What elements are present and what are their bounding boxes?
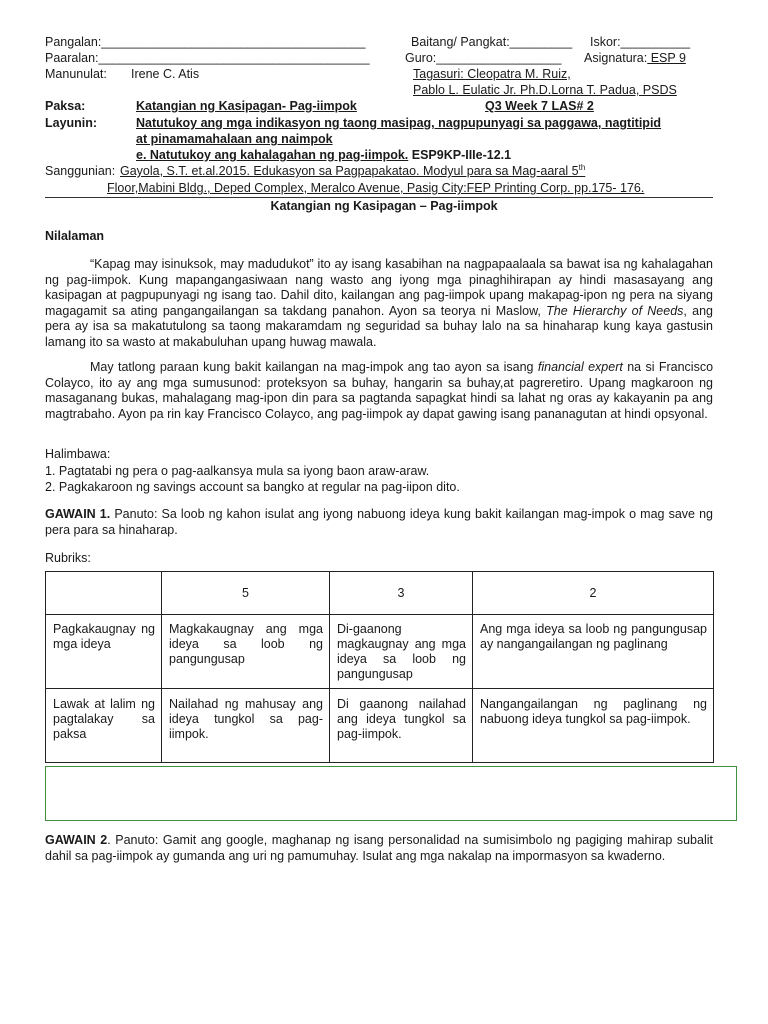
sanggunian-label: Sanggunian: — [45, 164, 116, 178]
rubric-cell: Nailahad ng mahusay ang ideya tungkol sa pag-iimpok. — [162, 689, 330, 763]
rubric-header-cell: 3 — [330, 572, 473, 615]
paragraph-2-italic: financial expert — [537, 360, 623, 374]
layunin-e — [136, 148, 511, 163]
rubric-row — [46, 689, 714, 763]
rubric-cell: Nangangailangan ng paglinang ng nabuong ideya tungkol sa pag-iimpok. — [473, 689, 714, 763]
rubric-header-cell: 5 — [162, 572, 330, 615]
gawain-2-text: . Panuto: Gamit ang google, maghanap ng isang personalidad na sumisimbolo ng pagiging mahirap subalit dahil sa pag-iimpok ay gumanda ang uri ng pamumuhay. Isulat ang mga nakalap na impormasyon sa kwaderno. — [45, 833, 713, 863]
gawain-1 — [45, 507, 713, 538]
paksa-value: Katangian ng Kasipagan- Pag-iimpok — [136, 99, 357, 113]
header-divider — [45, 197, 713, 198]
las-code: Q3 Week 7 LAS# 2 — [485, 99, 594, 113]
rubric-criterion-cell: Pagkakaugnay ng mga ideya — [46, 615, 162, 689]
paragraph-2 — [45, 360, 713, 422]
paragraph-1 — [45, 257, 713, 350]
layunin-e-text: e. Natutukoy ang kahalagahan ng pag-iimpok. — [136, 148, 409, 162]
paksa-label: Paksa: — [45, 99, 86, 113]
paragraph-1-text-b: , ang pera ay isa sa makatutulong sa taong makaramdam ng seguridad sa buhay lalo na sa hinaharap kung kaya gastusin lamang ito sa wasto at makabuluhan upang huwag mawala. — [45, 303, 713, 349]
nilalaman-heading: Nilalaman — [45, 229, 105, 243]
tagasuri-line-2: Pablo L. Eulatic Jr. Ph.D.Lorna T. Padua, PSDS — [413, 83, 677, 97]
manunulat-value: Irene C. Atis — [131, 67, 200, 81]
paragraph-1-italic: The Hierarchy of Needs — [546, 303, 684, 318]
layunin-line-2: at pinamamahalaan ang naimpok — [136, 132, 333, 146]
paragraph-1-text-a: “Kapag may isinuksok, may madudukot” ito ay isang kasabihan na nagpapaalaala sa bawat isa ng kahalagahan ng pag-iimpok. Kung mapangangasiwaan nang wasto ang iyong mga pinaghihirapan ay hindi masasayang ang kasipagan at pagpupunyagi ng isang tao. Dahil dito, kailangan ang pag-iimpok upang makapag-ipon ng pera na siyang magagamit sa ating pangangailangan sa takdang panahon. Ayon sa teorya ni Maslow, — [45, 257, 713, 318]
halimbawa-heading: Halimbawa: — [45, 447, 111, 461]
asignatura-label: Asignatura: — [584, 51, 648, 65]
paaralan-field: Paaralan:_______________________________________ — [45, 51, 370, 65]
sanggunian-text-2a: Floor,Mabini Bldg., Deped Complex, Meralco Avenue, Pasig City:FEP Printing Corp. pp.175- — [107, 181, 620, 195]
iskor-field: Iskor:__________ — [590, 35, 691, 49]
rubric-cell: Di gaanong nailahad ang ideya tungkol sa pag-iimpok. — [330, 689, 473, 763]
halimbawa-item-1: 1. Pagtatabi ng pera o pag-aalkansya mula sa iyong baon araw-araw. — [45, 464, 430, 478]
rubric-criterion-cell: Lawak at lalim ng pagtalakay sa paksa — [46, 689, 162, 763]
paragraph-2-text-a: May tatlong paraan kung bakit kailangan na mag-impok ang tao ayon sa isang — [90, 360, 538, 374]
sanggunian-superscript: th — [578, 162, 586, 172]
answer-box[interactable] — [45, 766, 737, 821]
gawain-2-label: GAWAIN 2 — [45, 833, 108, 847]
manunulat-label: Manunulat: — [45, 67, 107, 81]
rubric-header-cell: 2 — [473, 572, 714, 615]
baitang-field: Baitang/ Pangkat:_________ — [411, 35, 573, 49]
rubric-cell: Di-gaanong magkaugnay ang mga ideya sa loob ng pangungusap — [330, 615, 473, 689]
rubric-table — [45, 571, 714, 763]
asignatura-field — [584, 51, 686, 66]
rubric-header-row — [46, 572, 714, 615]
layunin-code: ESP9KP-IIIe-12.1 — [408, 148, 512, 162]
asignatura-value: ESP 9 — [647, 51, 686, 65]
rubric-cell: Magkakaugnay ang mga ideya sa loob ng pangungusap — [162, 615, 330, 689]
pangalan-field: Pangalan:______________________________________ — [45, 35, 366, 49]
gawain-1-text: Panuto: Sa loob ng kahon isulat ang iyong nabuong ideya kung bakit kailangan mag-impok o mag save ng pera para sa hinaharap. — [45, 507, 713, 537]
tagasuri-line-1: Tagasuri: Cleopatra M. Ruiz, — [413, 67, 571, 81]
guro-field: Guro:__________________ — [405, 51, 562, 65]
rubric-row — [46, 615, 714, 689]
gawain-1-label: GAWAIN 1. — [45, 507, 111, 521]
layunin-line-1: Natutukoy ang mga indikasyon ng taong masipag, nagpupunyagi sa paggawa, nagtitipid — [136, 116, 662, 130]
rubric-header-cell — [46, 572, 162, 615]
sanggunian-text-2b: 176. — [620, 181, 645, 195]
page-title: Katangian ng Kasipagan – Pag-iimpok — [270, 199, 498, 213]
halimbawa-item-2: 2. Pagkakaroon ng savings account sa bangko at regular na pag-iipon dito. — [45, 480, 460, 494]
gawain-2 — [45, 833, 713, 864]
paragraph-2-text-b: na si Francisco Colayco, ito ay ang mga sumusunod: proteksyon sa buhay, hangarin sa buhay,at pagreretiro. Upang magkaroon ng masaganang bukas, mahalagang mag-ipon din para sa pagtanda sapagkat hindi sa lahat ng oras ay kakayanin pa ang magtrabaho. Ayon pa rin kay Francisco Colayco, ang pag-iimpok ay dapat gawing isang pananagutan at hindi opsyonal. — [45, 360, 714, 421]
layunin-label: Layunin: — [45, 116, 98, 130]
sanggunian-line-1 — [120, 164, 585, 179]
rubric-cell: Ang mga ideya sa loob ng pangungusap ay nangangailangan ng paglinang — [473, 615, 714, 689]
sanggunian-line-2 — [107, 181, 644, 196]
sanggunian-text-1: Gayola, S.T. et.al.2015. Edukasyon sa Pagpapakatao. Modyul para sa Mag-aaral 5 — [120, 164, 579, 178]
rubriks-label: Rubriks: — [45, 551, 91, 565]
